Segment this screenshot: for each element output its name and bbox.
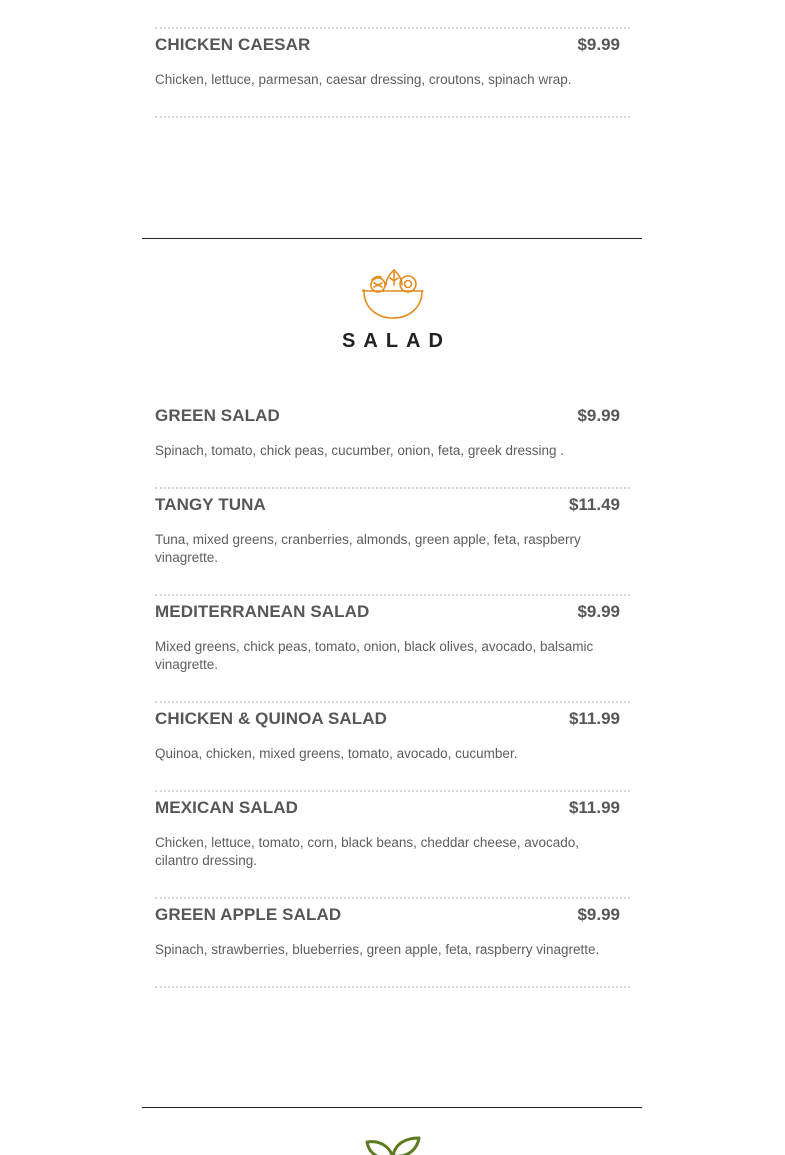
section-separator — [142, 238, 642, 239]
leaf-sprout-icon — [360, 1136, 426, 1155]
salad-bowl-icon — [360, 266, 426, 322]
menu-item-description: Tuna, mixed greens, cranberries, almonds, green apple, feta, raspberry vinagrette. — [155, 532, 581, 565]
item-divider — [155, 487, 630, 489]
menu-item-price: $9.99 — [577, 35, 620, 54]
menu-item-description: Spinach, strawberries, blueberries, green apple, feta, raspberry vinagrette. — [155, 942, 600, 957]
item-divider — [155, 897, 630, 899]
section-separator — [142, 1107, 642, 1108]
item-divider — [155, 701, 630, 703]
menu-item-description: Chicken, lettuce, parmesan, caesar dressing, croutons, spinach wrap. — [155, 72, 572, 87]
menu-item-description: Mixed greens, chick peas, tomato, onion, black olives, avocado, balsamic vinagrette. — [155, 639, 594, 672]
menu-item-name: GREEN APPLE SALAD — [155, 905, 342, 924]
menu-item-description: Chicken, lettuce, tomato, corn, black beans, cheddar cheese, avocado, cilantro dressing. — [155, 835, 579, 868]
menu-item-price: $9.99 — [577, 602, 620, 621]
item-divider — [155, 986, 630, 988]
menu-item-description: Spinach, tomato, chick peas, cucumber, onion, feta, greek dressing . — [155, 443, 564, 458]
menu-item-name: MEDITERRANEAN SALAD — [155, 602, 370, 621]
menu-item-name: MEXICAN SALAD — [155, 798, 298, 817]
menu-item-description: Quinoa, chicken, mixed greens, tomato, avocado, cucumber. — [155, 746, 518, 761]
item-divider — [155, 790, 630, 792]
menu-item-name: CHICKEN CAESAR — [155, 35, 311, 54]
menu-item-name: TANGY TUNA — [155, 495, 266, 514]
section-title: SALAD — [342, 330, 451, 352]
menu-item-price: $9.99 — [577, 905, 620, 924]
menu-item-price: $11.99 — [568, 798, 620, 817]
menu-item-price: $11.49 — [568, 495, 620, 514]
menu-item-name: CHICKEN & QUINOA SALAD — [155, 709, 388, 728]
menu-item-price: $9.99 — [577, 406, 620, 425]
menu-item-name: GREEN SALAD — [155, 406, 280, 425]
item-divider — [155, 116, 630, 118]
menu-item-price: $11.99 — [568, 709, 620, 728]
item-divider — [155, 594, 630, 596]
item-divider — [155, 27, 630, 29]
